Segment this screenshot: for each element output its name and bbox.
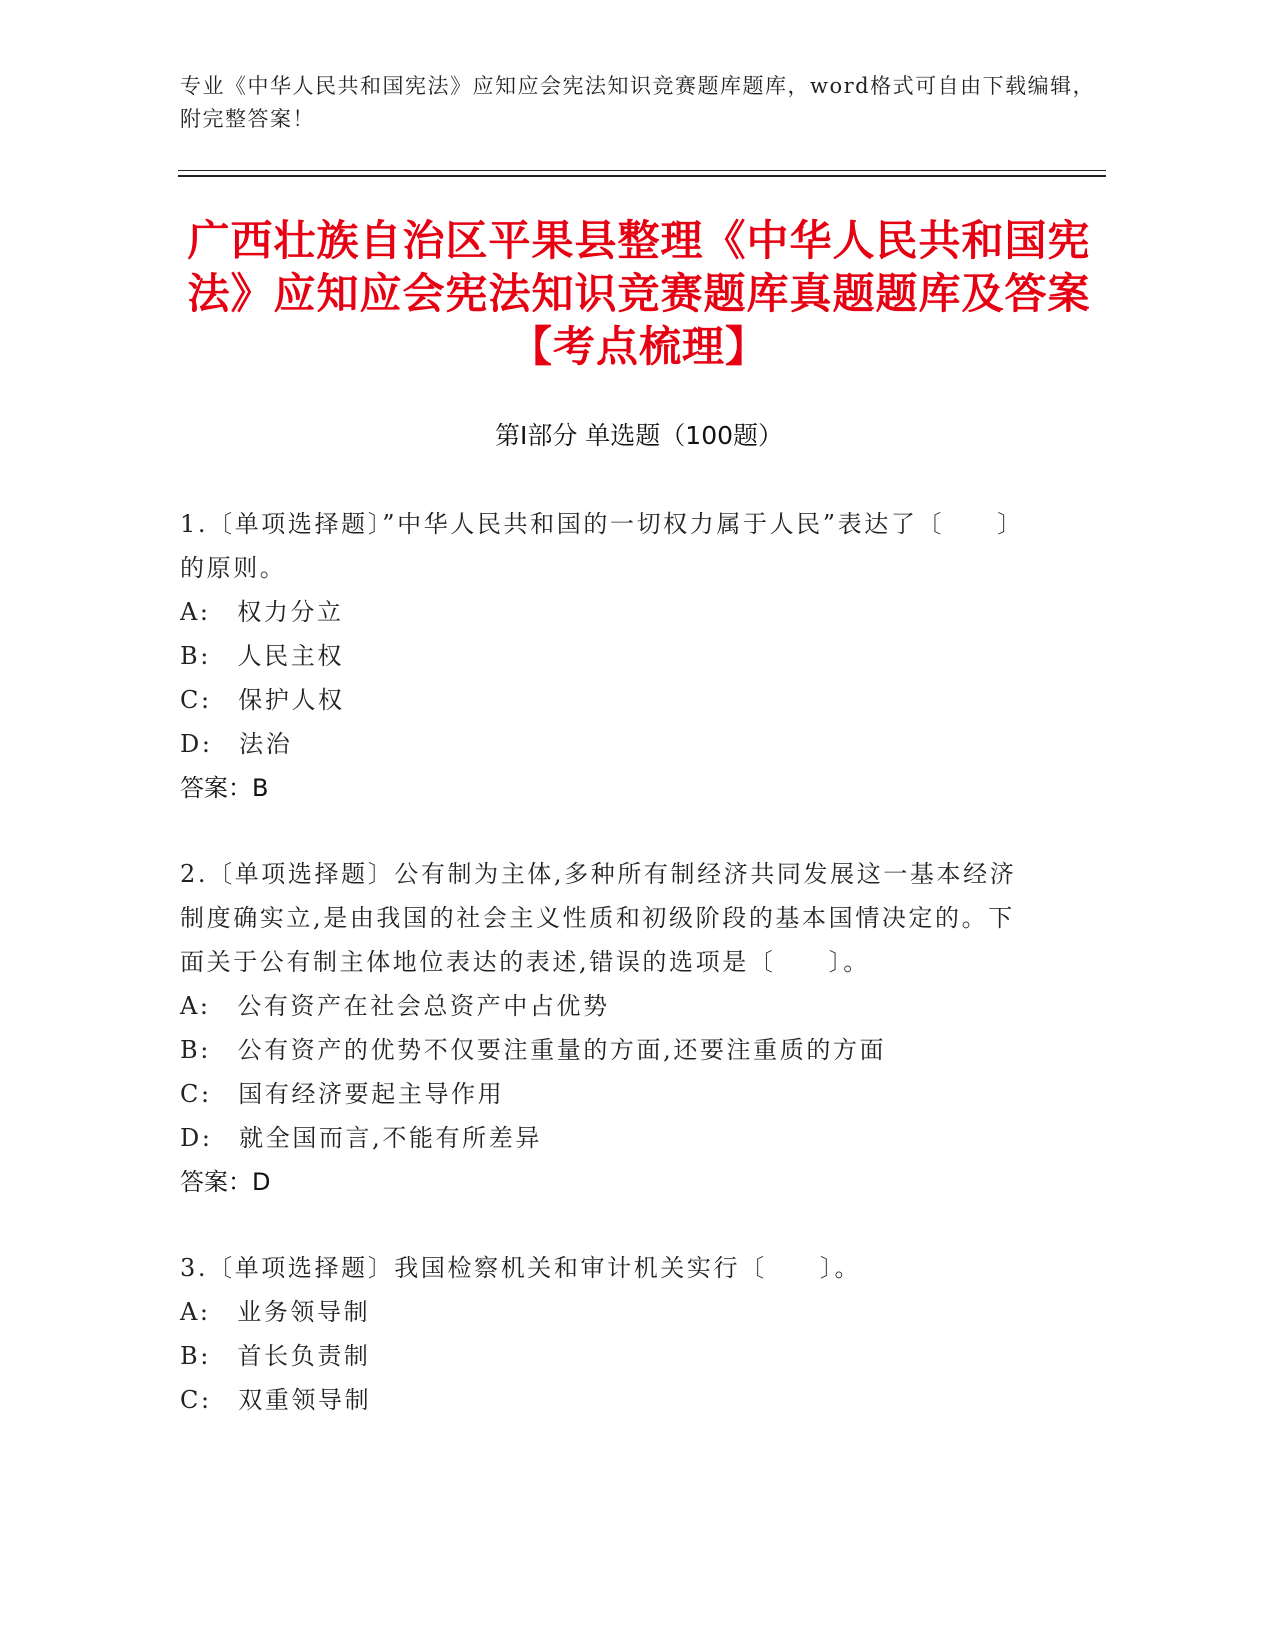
question-text: 2.〔单项选择题〕公有制为主体,多种所有制经济共同发展这一基本经济制度确实立,是由我国的社会主义性质和初级阶段的基本国情决定的。下面关于公有制主体地位表达的表述,错误的选项是〔 〕。 bbox=[180, 860, 1017, 976]
option-a: A: 公有资产在社会总资产中占优势 bbox=[180, 992, 610, 1020]
question-text: 3.〔单项选择题〕我国检察机关和审计机关实行〔 〕。 bbox=[180, 1254, 862, 1282]
option-a: A: 权力分立 bbox=[180, 598, 344, 626]
answer: 答案：B bbox=[180, 774, 269, 802]
option-b: B: 人民主权 bbox=[180, 642, 344, 670]
section-title: 第Ⅰ部分 单选题（100题） bbox=[494, 421, 784, 450]
question-text: 1.〔单项选择题〕”中华人民共和国的一切权力属于人民”表达了〔 〕的原则。 bbox=[180, 510, 1024, 582]
option-c: C: 保护人权 bbox=[180, 686, 345, 714]
header-note: 专业《中华人民共和国宪法》应知应会宪法知识竞赛题库题库，word格式可自由下载编辑，附完整答案！ bbox=[180, 74, 1096, 131]
option-c: C: 双重领导制 bbox=[180, 1386, 372, 1414]
header-divider-thick bbox=[178, 175, 1106, 177]
question-2 bbox=[180, 852, 1040, 1204]
answer: 答案：D bbox=[180, 1168, 271, 1196]
question-1 bbox=[180, 502, 1040, 810]
option-b: B: 首长负责制 bbox=[180, 1342, 371, 1370]
header-divider-thin bbox=[178, 170, 1106, 171]
option-a: A: 业务领导制 bbox=[180, 1298, 371, 1326]
option-d: D: 就全国而言,不能有所差异 bbox=[180, 1124, 542, 1152]
question-3 bbox=[180, 1246, 1040, 1422]
option-b: B: 公有资产的优势不仅要注重量的方面,还要注重质的方面 bbox=[180, 1036, 887, 1064]
option-d: D: 法治 bbox=[180, 730, 293, 758]
option-c: C: 国有经济要起主导作用 bbox=[180, 1080, 505, 1108]
document-title: 广西壮族自治区平果县整理《中华人民共和国宪法》应知应会宪法知识竞赛题库真题题库及答案【考点梳理】 bbox=[187, 216, 1091, 371]
question-list bbox=[180, 502, 1040, 1464]
